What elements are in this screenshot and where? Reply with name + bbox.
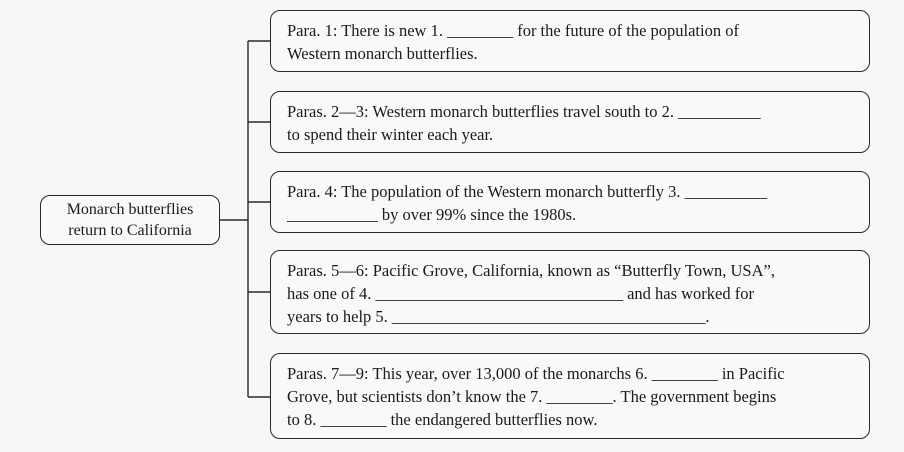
- paragraph-text-line: to spend their winter each year.: [287, 125, 494, 144]
- paragraph-text-line: Western monarch butterflies.: [287, 44, 478, 63]
- paragraph-text-line: ___________ by over 99% since the 1980s.: [287, 205, 577, 224]
- paragraph-text-line: Paras. 5—6: Pacific Grove, California, known as “Butterfly Town, USA”,: [287, 261, 775, 280]
- paragraph-box-4: [270, 250, 870, 334]
- paragraph-box-5: [270, 353, 870, 439]
- paragraph-text-line: has one of 4. ______________________________ and has worked for: [287, 284, 754, 303]
- root-topic-line: Monarch butterflies: [66, 201, 194, 218]
- paragraph-text-line: Para. 1: There is new 1. ________ for the future of the population of: [287, 21, 739, 40]
- root-topic-box: [40, 195, 220, 245]
- paragraph-box-2: [270, 91, 870, 153]
- paragraph-text-line: Para. 4: The population of the Western monarch butterfly 3. __________: [287, 182, 768, 201]
- paragraph-text-line: years to help 5. ______________________________________.: [287, 307, 710, 326]
- paragraph-box-1: [270, 10, 870, 72]
- paragraph-text-line: Grove, but scientists don’t know the 7. ________. The government begins: [287, 387, 777, 406]
- paragraph-box-3: [270, 171, 870, 233]
- paragraph-text-line: Paras. 2—3: Western monarch butterflies travel south to 2. __________: [287, 102, 761, 121]
- paragraph-text-line: Paras. 7—9: This year, over 13,000 of the monarchs 6. ________ in Pacific: [287, 364, 785, 383]
- root-topic-line: return to California: [68, 222, 192, 239]
- paragraph-text-line: to 8. ________ the endangered butterflies now.: [287, 410, 598, 429]
